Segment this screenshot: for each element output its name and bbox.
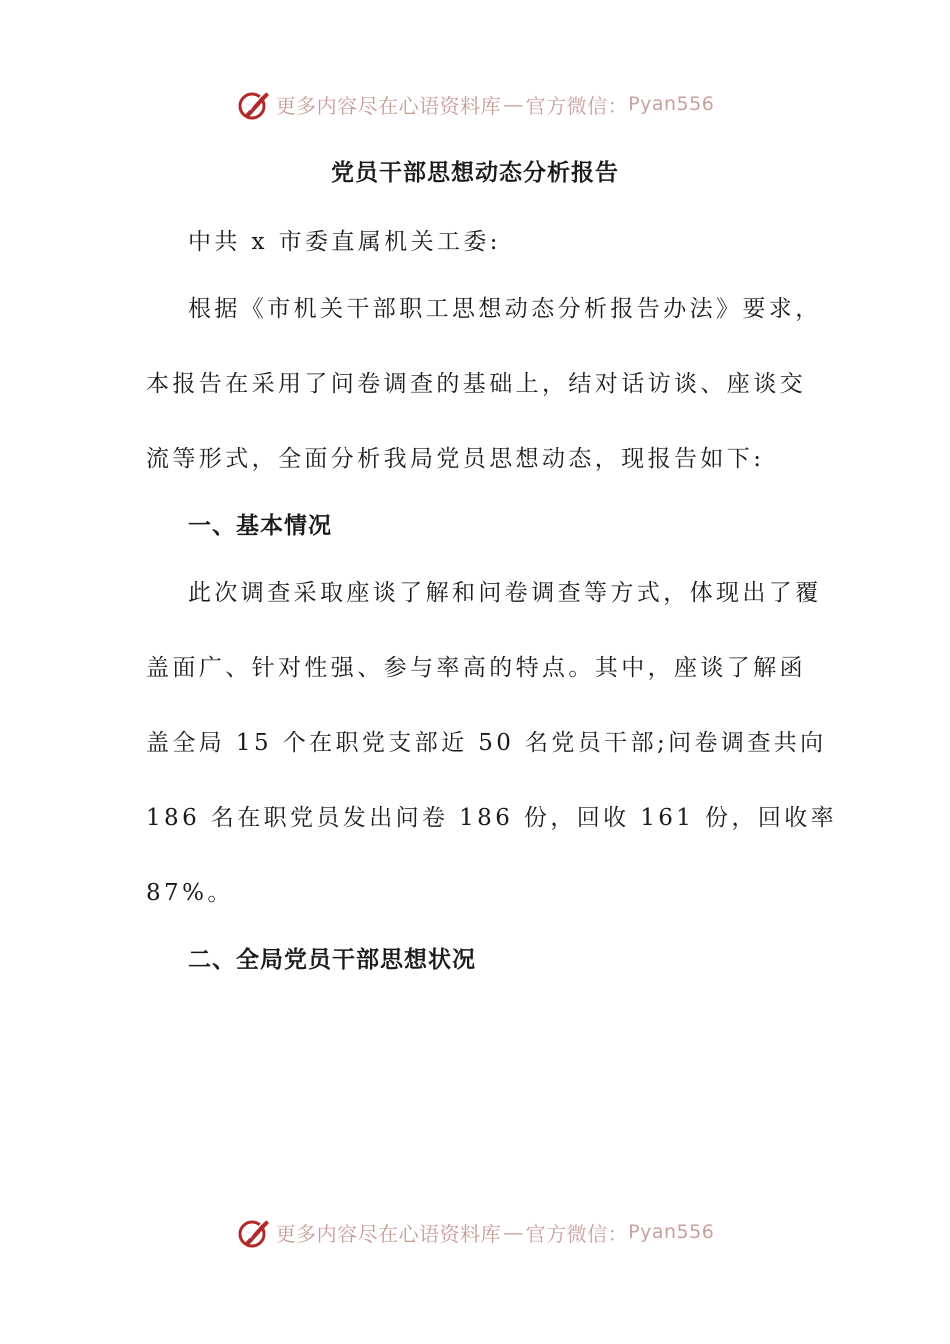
section-1-line-2: 盖面广、针对性强、参与率高的特点。其中，座谈了解函 (146, 655, 806, 681)
footer-watermark-banner (0, 1212, 950, 1252)
intro-line-2: 本报告在采用了问卷调查的基础上，结对话访谈、座谈交 (146, 371, 806, 397)
banner-prefix-text: 更多内容尽在心语资料库 (275, 1221, 502, 1246)
addressee: 中共 x 市委直属机关工委: (188, 229, 501, 255)
banner-official-label: 官方微信： (525, 93, 629, 118)
section-1-line-3: 盖全局 15 个在职党支部近 50 名党员干部;问卷调查共向 (146, 730, 827, 756)
section-1-line-1: 此次调查采取座谈了解和问卷调查等方式，体现出了覆 (188, 580, 822, 606)
document-title: 党员干部思想动态分析报告 (331, 159, 619, 186)
banner-dash: — (503, 92, 524, 116)
banner-dash: — (503, 1220, 524, 1244)
banner-prefix-text: 更多内容尽在心语资料库 (275, 93, 502, 118)
section-1-line-5: 87%。 (146, 880, 234, 906)
banner-official-label: 官方微信： (525, 1221, 629, 1246)
banner-wechat-id: Pyan556 (628, 1221, 715, 1243)
banner-wechat-id: Pyan556 (628, 93, 715, 115)
section-2-heading: 二、全局党员干部思想状况 (188, 946, 476, 973)
intro-line-1: 根据《市机关干部职工思想动态分析报告办法》要求， (188, 296, 822, 322)
quill-logo-icon (236, 1214, 272, 1250)
header-watermark-banner (0, 84, 950, 124)
quill-logo-icon (236, 86, 272, 122)
section-1-line-4: 186 名在职党员发出问卷 186 份，回收 161 份，回收率 (146, 805, 838, 831)
intro-line-3: 流等形式，全面分析我局党员思想动态，现报告如下: (146, 446, 765, 472)
section-1-heading: 一、基本情况 (188, 512, 332, 539)
